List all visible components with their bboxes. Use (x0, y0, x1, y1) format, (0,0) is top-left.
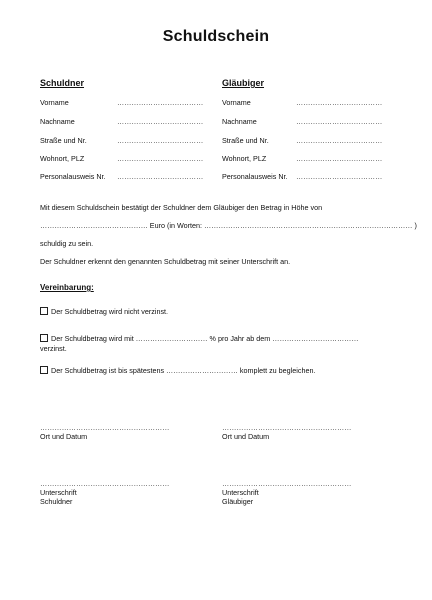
statement-line-4: Der Schuldner erkennt den genannten Schuldbetrag mit seiner Unterschrift an. (40, 257, 291, 266)
schuldner-strasse-label: Straße und Nr. (40, 136, 87, 145)
schuldner-nachname-field[interactable]: ……………………………… (117, 117, 204, 126)
option-interest-line-2: verzinst. (40, 344, 67, 353)
glaeubiger-nachname-field[interactable]: ……………………………… (296, 117, 383, 126)
checkbox-icon[interactable] (40, 307, 48, 315)
amount-line[interactable]: ……………………………………… Euro (in Worten: …………………………………………………………………………… ) (40, 221, 417, 230)
glaeubiger-signature-label-2: Gläubiger (222, 497, 254, 506)
glaeubiger-place-date-label: Ort und Datum (222, 432, 270, 441)
checkbox-icon[interactable] (40, 334, 48, 342)
glaeubiger-heading: Gläubiger (222, 78, 265, 88)
glaeubiger-signature-field[interactable]: ……………………………………………… (222, 479, 352, 488)
schuldner-nachname-label: Nachname (40, 117, 75, 126)
schuldner-strasse-field[interactable]: ……………………………… (117, 136, 204, 145)
glaeubiger-wohnort-field[interactable]: ……………………………… (296, 154, 383, 163)
schuldner-ausweis-label: Personalausweis Nr. (40, 172, 106, 181)
glaeubiger-signature-label-1: Unterschrift (222, 488, 259, 497)
schuldner-signature-label-2: Schuldner (40, 497, 73, 506)
glaeubiger-ausweis-field[interactable]: ……………………………… (296, 172, 383, 181)
glaeubiger-strasse-field[interactable]: ……………………………… (296, 136, 383, 145)
option-interest[interactable] (40, 334, 359, 343)
schuldner-signature-field[interactable]: ……………………………………………… (40, 479, 170, 488)
checkbox-icon[interactable] (40, 366, 48, 374)
glaeubiger-vorname-label: Vorname (222, 98, 251, 107)
option-no-interest-label: Der Schuldbetrag wird nicht verzinst. (51, 307, 169, 316)
glaeubiger-strasse-label: Straße und Nr. (222, 136, 269, 145)
schuldner-vorname-label: Vorname (40, 98, 69, 107)
schuldner-place-date-field[interactable]: ……………………………………………… (40, 423, 170, 432)
option-no-interest[interactable] (40, 307, 168, 316)
schuldner-place-date-label: Ort und Datum (40, 432, 88, 441)
glaeubiger-ausweis-label: Personalausweis Nr. (222, 172, 288, 181)
option-due-date-label: Der Schuldbetrag ist bis spätestens ………………………… komplett zu begleichen. (51, 366, 316, 375)
document-title: Schuldschein (162, 28, 270, 45)
schuldner-ausweis-field[interactable]: ……………………………… (117, 172, 204, 181)
option-interest-label: Der Schuldbetrag wird mit ………………………… % pro Jahr ab dem ……………………………… (51, 334, 359, 343)
glaeubiger-nachname-label: Nachname (222, 117, 257, 126)
vereinbarung-heading: Vereinbarung: (40, 283, 94, 292)
schuldner-wohnort-field[interactable]: ……………………………… (117, 154, 204, 163)
schuldner-signature-label-1: Unterschrift (40, 488, 77, 497)
schuldner-wohnort-label: Wohnort, PLZ (40, 154, 85, 163)
statement-line-3: schuldig zu sein. (40, 239, 94, 248)
schuldner-heading: Schuldner (40, 78, 85, 88)
statement-line-1: Mit diesem Schuldschein bestätigt der Schuldner dem Gläubiger den Betrag in Höhe von (40, 203, 323, 212)
glaeubiger-place-date-field[interactable]: ……………………………………………… (222, 423, 352, 432)
glaeubiger-wohnort-label: Wohnort, PLZ (222, 154, 267, 163)
option-due-date[interactable] (40, 366, 315, 375)
glaeubiger-vorname-field[interactable]: ……………………………… (296, 98, 383, 107)
schuldner-vorname-field[interactable]: ……………………………… (117, 98, 204, 107)
